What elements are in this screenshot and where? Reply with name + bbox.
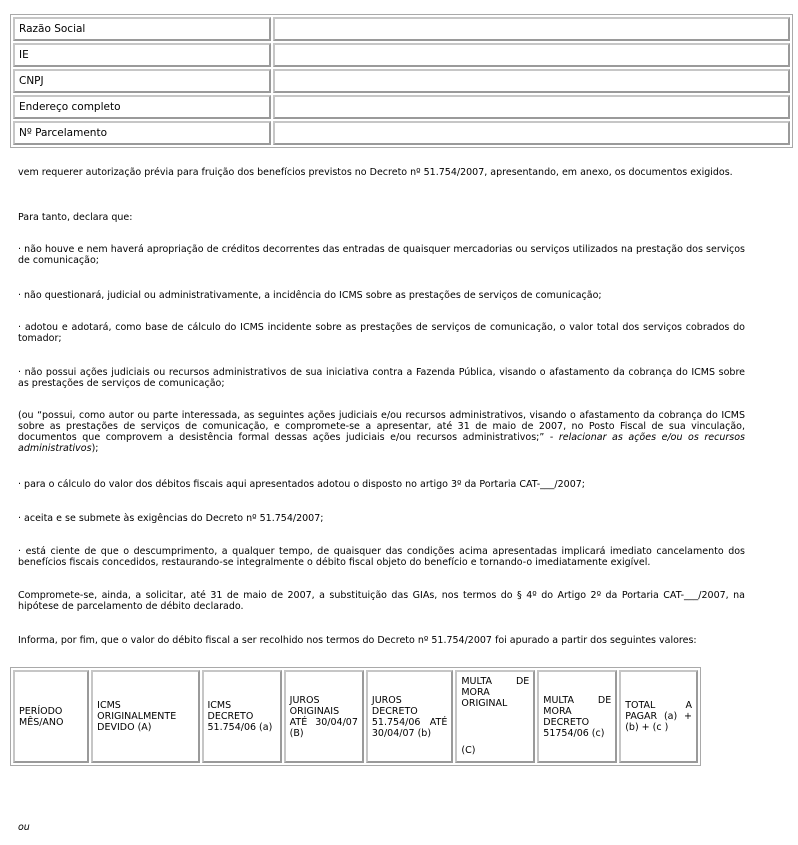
multa-original-code: (C) <box>461 745 476 756</box>
commitment-paragraph: Compromete-se, ainda, a solicitar, até 31 de maio de 2007, a substituição das GIAs, nos termos do § 4º do Artigo 2º da Portaria CAT-___/2007, na hipótese de parcelamento de débito declarado. <box>18 590 745 612</box>
information-paragraph: Informa, por fim, que o valor do débito fiscal a ser recolhido nos termos do Decreto nº 51.754/2007 foi apurado a partir dos seguintes valores: <box>18 635 697 646</box>
alternative-instruction: relacionar as ações e/ou os recursos administrativos <box>18 432 745 454</box>
identification-table <box>10 14 793 148</box>
endereco-label: Endereço completo <box>13 95 271 119</box>
razao-social-label: Razão Social <box>13 17 271 41</box>
table-row <box>13 121 790 145</box>
table-row <box>13 69 790 93</box>
header-multa-original <box>455 670 535 763</box>
header-periodo: PERÍODO MÊS/ANO <box>13 670 89 763</box>
ou-text: ou <box>18 822 30 833</box>
request-paragraph: vem requerer autorização prévia para fruição dos benefícios previstos no Decreto nº 51.754/2007, apresentando, em anexo, os documentos exigidos. <box>18 167 733 178</box>
parcelamento-label: Nº Parcelamento <box>13 121 271 145</box>
cnpj-field[interactable] <box>273 69 790 93</box>
declaration-item: · adotou e adotará, como base de cálculo do ICMS incidente sobre as prestações de serviços de comunicação, o valor total dos serviços cobrados do tomador; <box>18 322 745 344</box>
declaration-item: · para o cálculo do valor dos débitos fiscais aqui apresentados adotou o disposto no artigo 3º da Portaria CAT-___/2007; <box>18 479 585 490</box>
header-icms-decreto: ICMS DECRETO 51.754/06 (a) <box>202 670 282 763</box>
header-icms-original: ICMS ORIGINALMENTE DEVIDO (A) <box>91 670 199 763</box>
ie-field[interactable] <box>273 43 790 67</box>
header-multa-decreto: MULTA DE MORA DECRETO 51754/06 (c) <box>537 670 617 763</box>
declaration-item: · não houve e nem haverá apropriação de créditos decorrentes das entradas de quaisquer mercadorias ou serviços utilizados na prestação dos serviços de comunicação; <box>18 244 745 266</box>
declaration-intro: Para tanto, declara que: <box>18 212 133 223</box>
table-row <box>13 43 790 67</box>
declaration-item: · aceita e se submete às exigências do Decreto nº 51.754/2007; <box>18 513 324 524</box>
endereco-field[interactable] <box>273 95 790 119</box>
alternative-end: ); <box>91 443 99 454</box>
header-juros-originais: JUROS ORIGINAIS ATÉ 30/04/07 (B) <box>284 670 364 763</box>
header-juros-decreto: JUROS DECRETO 51.754/06 ATÉ 30/04/07 (b) <box>366 670 453 763</box>
parcelamento-field[interactable] <box>273 121 790 145</box>
alternative-declaration <box>18 410 745 454</box>
values-table <box>10 667 701 766</box>
table-row <box>13 17 790 41</box>
table-header-row <box>13 670 698 763</box>
multa-original-label: MULTA DE MORA ORIGINAL <box>461 676 530 709</box>
table-row <box>13 95 790 119</box>
cnpj-label: CNPJ <box>13 69 271 93</box>
ie-label: IE <box>13 43 271 67</box>
declaration-item: · não questionará, judicial ou administrativamente, a incidência do ICMS sobre as prestações de serviços de comunicação; <box>18 290 602 301</box>
alternative-text: (ou “possui, como autor ou parte interessada, as seguintes ações judiciais e/ou recursos administrativos, visando o afastamento da cobrança do ICMS sobre as prestações de serviços de comunicação, e compromete-se a apresentar, até 31 de maio de 2007, no Posto Fiscal de sua vinculação, documentos que comprovem a desistência formal dessas ações judiciais e/ou recursos administrativos;” - <box>18 410 745 443</box>
declaration-item: · está ciente de que o descumprimento, a qualquer tempo, de quaisquer das condições acima apresentadas implicará imediato cancelamento dos benefícios fiscais concedidos, restaurando-se integralmente o débito fiscal objeto do benefício e tornando-o imediatamente exigível. <box>18 546 745 568</box>
declaration-item: · não possui ações judiciais ou recursos administrativos de sua iniciativa contra a Fazenda Pública, visando o afastamento da cobrança do ICMS sobre as prestações de serviços de comunicação; <box>18 367 745 389</box>
header-total: TOTAL A PAGAR (a) + (b) + (c ) <box>619 670 698 763</box>
razao-social-field[interactable] <box>273 17 790 41</box>
